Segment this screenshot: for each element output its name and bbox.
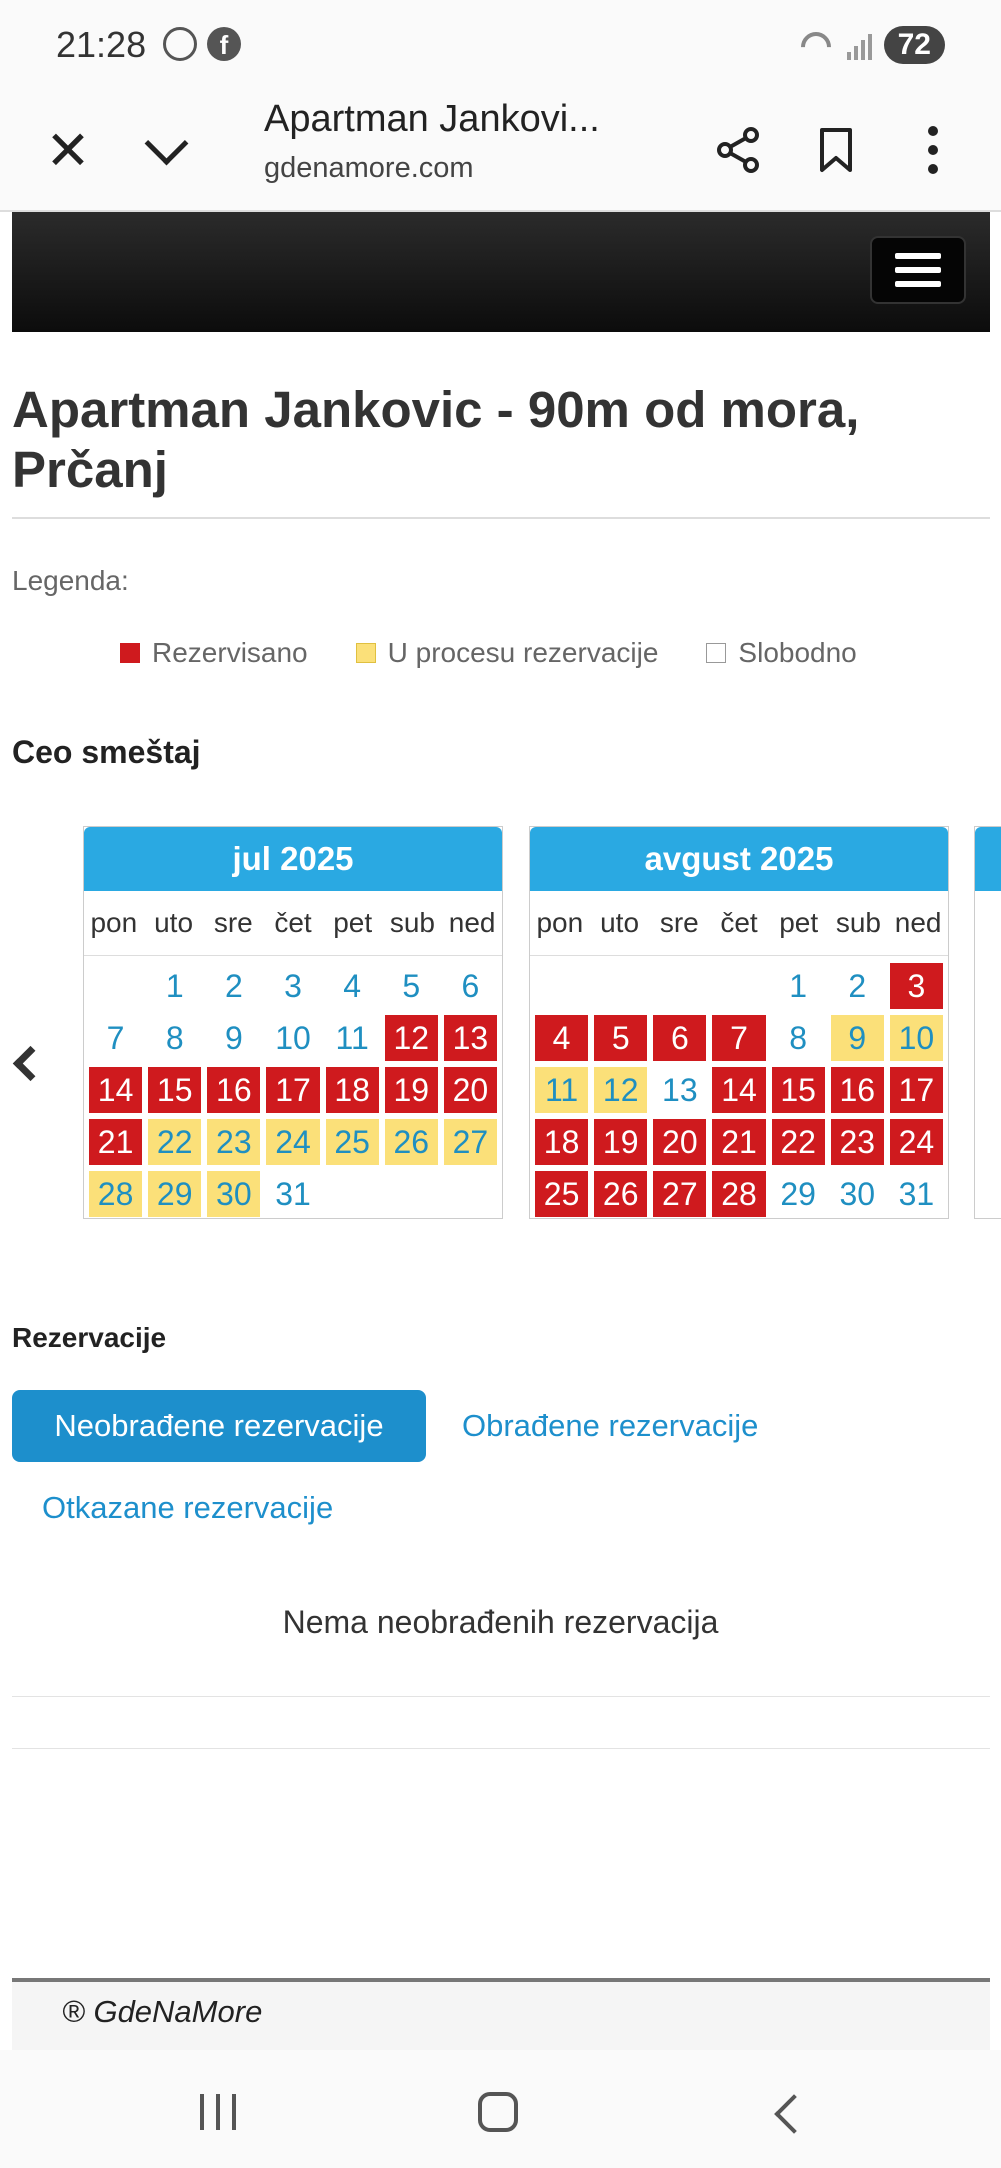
site-header [12, 212, 990, 332]
divider [12, 1696, 990, 1697]
calendar-day[interactable]: 21 [712, 1119, 765, 1165]
calendar-day[interactable]: 16 [831, 1067, 884, 1113]
weekday-label: čet [274, 907, 312, 938]
calendar-day[interactable]: 30 [839, 1175, 876, 1212]
footer-text: ® GdeNaMore [62, 1994, 263, 2029]
legend-item-free [706, 637, 856, 669]
calendar-day[interactable]: 8 [165, 1019, 184, 1056]
calendar-day[interactable]: 10 [275, 1019, 311, 1056]
calendar-day[interactable]: 2 [224, 967, 243, 1004]
browser-url[interactable]: gdenamore.com [264, 152, 474, 184]
calendar-day[interactable]: 15 [148, 1067, 201, 1113]
viber-icon [163, 27, 197, 61]
calendar-day[interactable]: 21 [89, 1119, 142, 1165]
calendar-day[interactable]: 25 [535, 1171, 588, 1217]
calendar-day[interactable]: 15 [772, 1067, 825, 1113]
calendar-july [83, 826, 503, 1219]
calendar-day[interactable]: 13 [444, 1015, 497, 1061]
calendar-prev-arrow-icon[interactable] [10, 1043, 40, 1083]
calendar-day[interactable]: 16 [207, 1067, 260, 1113]
back-icon[interactable] [770, 2096, 802, 2128]
calendar-empty-cell [650, 960, 709, 1012]
empty-reservations-message: Nema neobrađenih rezervacija [282, 1604, 719, 1640]
weekday-label: pet [333, 907, 373, 938]
calendar-day[interactable]: 31 [898, 1175, 935, 1212]
notification-icons [163, 27, 241, 61]
calendar-day[interactable]: 3 [284, 967, 302, 1004]
calendar-day[interactable]: 14 [89, 1067, 142, 1113]
browser-toolbar [0, 92, 1001, 212]
signal-icon [847, 30, 872, 60]
calendar-month-title-partial [975, 827, 1001, 891]
calendar-days [84, 956, 502, 1220]
recents-icon[interactable] [200, 2094, 236, 2130]
calendar-empty-cell [709, 960, 768, 1012]
reservations-title: Rezervacije [12, 1322, 167, 1353]
calendar-day[interactable]: 14 [712, 1067, 765, 1113]
legend-item-pending [356, 637, 659, 669]
calendar-empty-cell [86, 960, 145, 1012]
calendar-day[interactable]: 24 [266, 1119, 319, 1165]
weekday-label: sre [213, 907, 253, 938]
weekday-label: uto [600, 907, 640, 938]
calendar-day[interactable]: 23 [831, 1119, 884, 1165]
calendar-day[interactable]: 5 [594, 1015, 647, 1061]
calendar-day[interactable]: 20 [653, 1119, 706, 1165]
legend-item-label: U procesu rezervacije [387, 637, 659, 668]
calendar-day[interactable]: 29 [780, 1175, 816, 1212]
legend-item-label: Rezervisano [152, 637, 308, 668]
calendar-day[interactable]: 12 [385, 1015, 438, 1061]
calendar-day[interactable]: 1 [789, 967, 808, 1004]
calendar-day[interactable]: 1 [165, 967, 184, 1004]
weekday-label: uto [154, 907, 194, 938]
calendar-day[interactable]: 13 [662, 1071, 698, 1108]
calendar-day[interactable]: 4 [535, 1015, 588, 1061]
home-icon[interactable] [478, 2092, 518, 2132]
calendar-day[interactable]: 27 [444, 1119, 497, 1165]
calendar-august [529, 826, 949, 1219]
status-bar [0, 0, 1001, 92]
calendar-day[interactable]: 8 [789, 1019, 808, 1056]
pending-swatch [356, 643, 376, 663]
calendar-day[interactable]: 28 [712, 1171, 765, 1217]
calendar-day[interactable]: 17 [890, 1067, 943, 1113]
system-nav-bar [0, 2050, 1001, 2168]
calendar-empty-cell [532, 960, 591, 1012]
calendar-day[interactable]: 4 [343, 967, 362, 1004]
calendar-day[interactable]: 28 [89, 1171, 142, 1217]
calendar-day[interactable]: 6 [653, 1015, 706, 1061]
calendar-day[interactable]: 3 [890, 963, 943, 1009]
weekday-label: sub [835, 907, 881, 938]
share-icon[interactable] [708, 120, 768, 180]
calendar-day[interactable]: 20 [444, 1067, 497, 1113]
weekday-label: sre [659, 907, 699, 938]
divider [12, 1748, 990, 1749]
footer [12, 1978, 990, 2050]
more-menu-icon[interactable] [903, 120, 963, 180]
calendar-day[interactable]: 27 [653, 1171, 706, 1217]
chevron-down-icon[interactable] [136, 120, 196, 180]
weekday-label: ned [448, 907, 496, 938]
calendar-day[interactable]: 19 [594, 1119, 647, 1165]
calendar-day[interactable]: 2 [848, 967, 867, 1004]
calendar-month-title: avgust 2025 [530, 827, 948, 891]
calendar-day[interactable]: 30 [207, 1171, 260, 1217]
calendar-day[interactable]: 11 [335, 1019, 369, 1056]
calendar-weekdays [84, 891, 502, 956]
calendar-day[interactable]: 9 [831, 1015, 884, 1061]
calendar-day[interactable]: 9 [224, 1019, 243, 1056]
calendar-day[interactable]: 23 [207, 1119, 260, 1165]
calendar-empty-cell [591, 960, 650, 1012]
battery-badge: 72 [884, 26, 945, 64]
calendar-day[interactable]: 11 [535, 1067, 588, 1113]
legend-item-label: Slobodno [738, 637, 857, 668]
bookmark-icon[interactable] [806, 120, 866, 180]
calendar-day[interactable]: 22 [772, 1119, 825, 1165]
calendar-day[interactable]: 31 [275, 1175, 311, 1212]
calendar-weekdays [530, 891, 948, 956]
calendar-days [530, 956, 948, 1220]
weekday-label: sub [389, 907, 435, 938]
calendar-day[interactable]: 26 [594, 1171, 647, 1217]
calendar-day[interactable]: 12 [594, 1067, 647, 1113]
weekday-label: pet [779, 907, 819, 938]
calendar-day[interactable]: 22 [148, 1119, 201, 1165]
calendar-day[interactable]: 25 [326, 1119, 379, 1165]
weekday-label: čet [720, 907, 758, 938]
calendar-day[interactable]: 18 [326, 1067, 379, 1113]
reserved-swatch [120, 643, 140, 663]
calendar-month-title: jul 2025 [84, 827, 502, 891]
tab-unprocessed[interactable]: Neobrađene rezervacije [12, 1390, 426, 1462]
calendar-day[interactable]: 7 [712, 1015, 765, 1061]
legend-label: Legenda: [12, 565, 129, 596]
calendar-next-partial [974, 826, 1001, 1219]
calendar-day[interactable]: 24 [890, 1119, 943, 1165]
status-right [797, 26, 945, 64]
close-icon[interactable]: ✕ [45, 120, 91, 181]
facebook-icon: f [207, 27, 241, 61]
section-title: Ceo smeštaj [12, 734, 201, 770]
calendar-day[interactable]: 19 [385, 1067, 438, 1113]
calendar-day[interactable]: 7 [106, 1019, 125, 1056]
status-time: 21:28 [56, 24, 147, 65]
weekday-label: pon [536, 907, 584, 938]
divider [12, 517, 990, 519]
calendar-day[interactable]: 10 [890, 1015, 943, 1061]
weekday-label: ned [894, 907, 942, 938]
tab-processed[interactable]: Obrađene rezervacije [462, 1408, 759, 1443]
legend [120, 637, 857, 669]
free-swatch [706, 643, 726, 663]
calendar-day[interactable]: 26 [385, 1119, 438, 1165]
browser-page-title: Apartman Jankovi... [264, 98, 600, 140]
calendar-day[interactable]: 5 [402, 967, 421, 1004]
calendar-day[interactable]: 29 [148, 1171, 201, 1217]
calendar-day[interactable]: 6 [461, 967, 480, 1004]
calendar-day[interactable]: 18 [535, 1119, 588, 1165]
calendar-day[interactable]: 17 [266, 1067, 319, 1113]
page-title: Apartman Jankovic - 90m od mora, Prčanj [12, 381, 860, 498]
tab-cancelled[interactable]: Otkazane rezervacije [42, 1490, 334, 1525]
hamburger-menu-icon[interactable] [870, 236, 966, 304]
weekday-label: pon [90, 907, 138, 938]
legend-item-reserved [120, 637, 308, 669]
wifi-icon [797, 30, 835, 60]
